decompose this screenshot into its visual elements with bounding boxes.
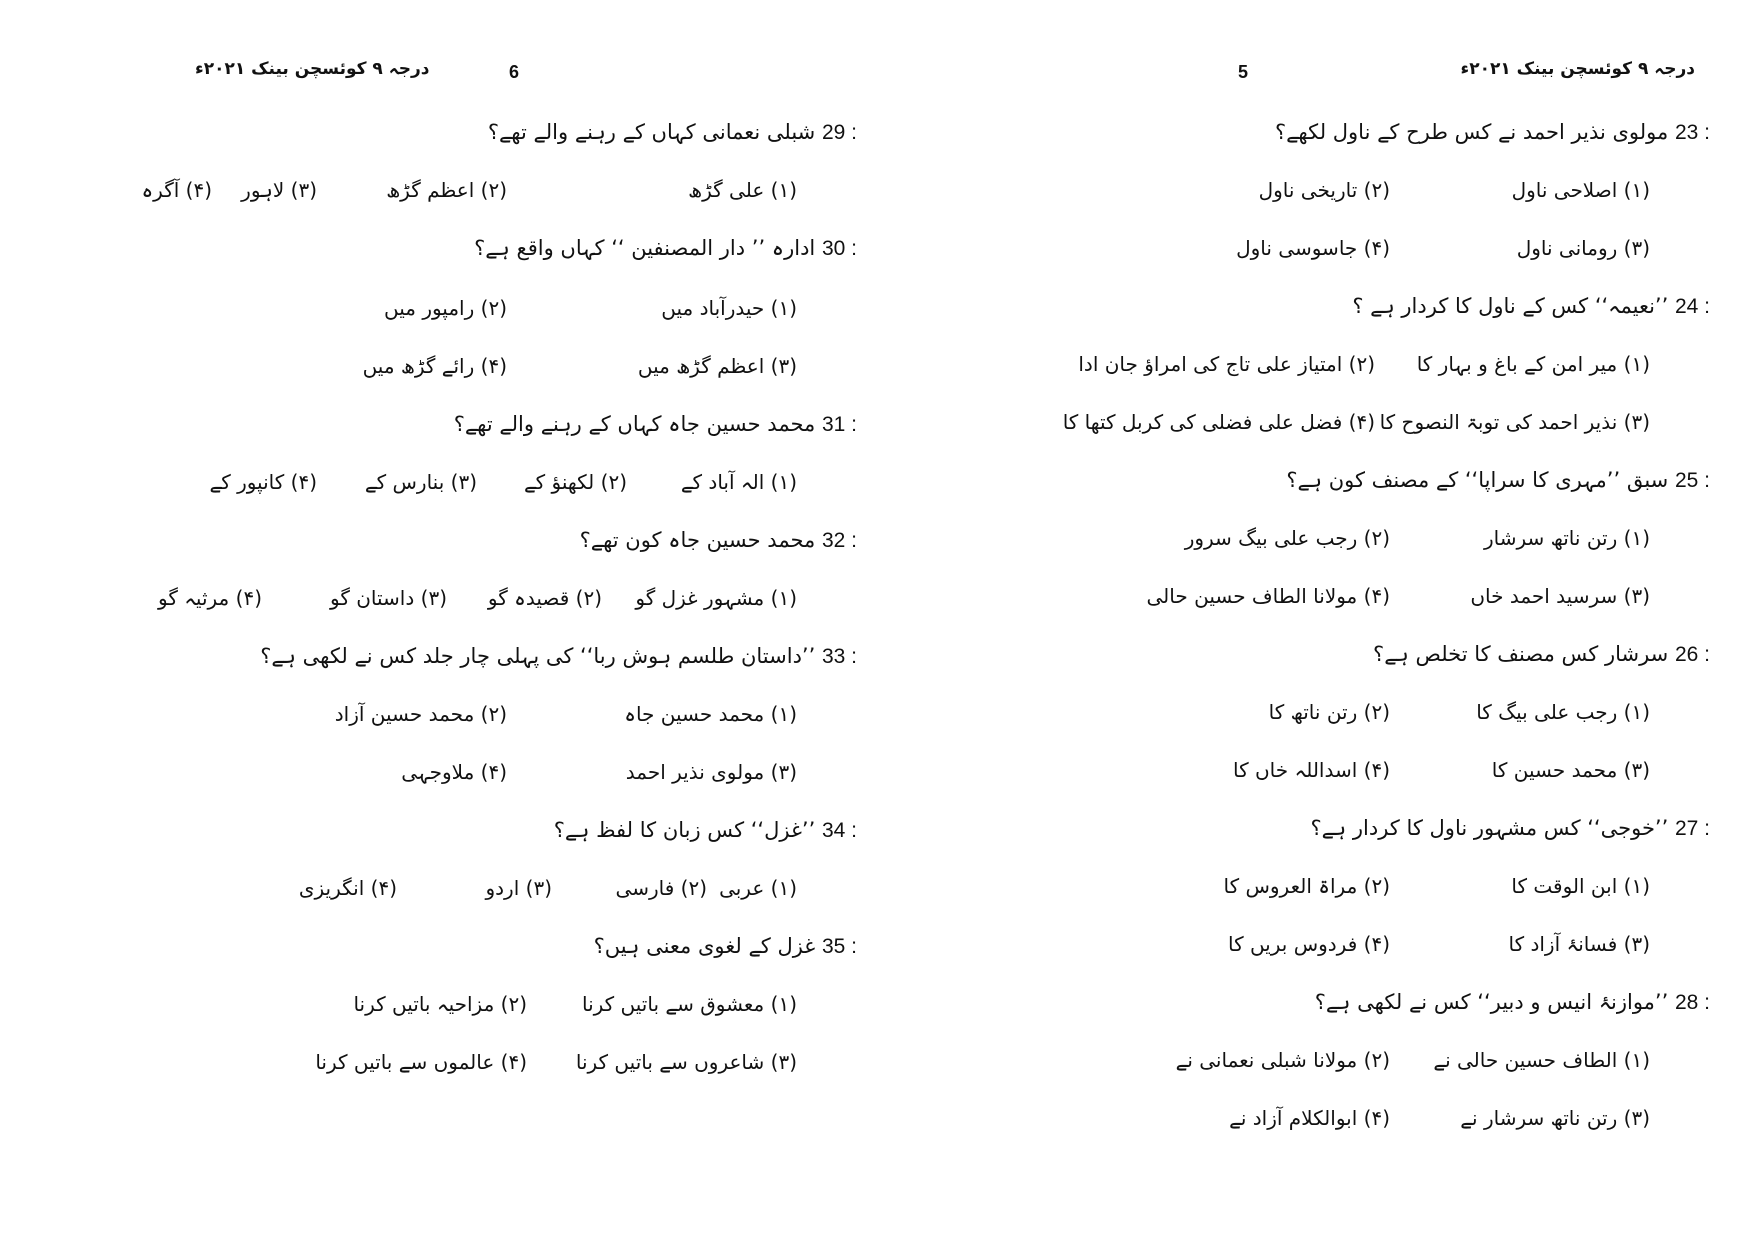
option: (۲) مزاحیہ باتیں کرنا [353, 992, 527, 1016]
page-header: درجہ ۹ کوئسچن بینک ۲۰۲۱ء [1460, 59, 1695, 79]
option: (۳) شاعروں سے باتیں کرنا [575, 1050, 797, 1074]
page-number: 6 [509, 62, 520, 82]
page-number: 5 [1238, 62, 1249, 82]
option: (۱) الہ آباد کے [680, 470, 797, 494]
option: (۱) محمد حسین جاہ [624, 702, 797, 726]
question-text: شبلی نعمانی کہاں کے رہنے والے تھے؟ [487, 120, 816, 144]
option: (۱) رجب علی بیگ کا [1476, 700, 1650, 724]
question-text: سبق ’’مہری کا سراپا‘‘ کے مصنف کون ہے؟ [1286, 468, 1669, 492]
option: (۴) اسداللہ خاں کا [1233, 758, 1390, 782]
option: (۳) داستان گو [330, 586, 447, 610]
question-text: سرشار کس مصنف کا تخلص ہے؟ [1373, 642, 1669, 666]
option: (۱) ابن الوقت کا [1511, 874, 1650, 898]
option: (۱) حیدرآباد میں [661, 296, 797, 320]
question-number: : 28 [1674, 991, 1710, 1014]
option: (۳) رتن ناتھ سرشار نے [1460, 1106, 1650, 1130]
question-text: ’’داستان طلسم ہوش ربا‘‘ کی پہلی چار جلد کس نے لکھی ہے؟ [260, 644, 816, 668]
question-30 [474, 236, 857, 261]
question-number: : 35 [821, 935, 857, 958]
option: (۲) قصیدہ گو [487, 586, 602, 610]
option: (۲) رتن ناتھ کا [1268, 700, 1390, 724]
question-35 [594, 934, 857, 959]
option: (۴) رائے گڑھ میں [362, 354, 507, 378]
option: (۴) ابوالکلام آزاد نے [1229, 1106, 1390, 1130]
question-25 [1286, 468, 1710, 493]
question-text: محمد حسین جاہ کہاں کے رہنے والے تھے؟ [453, 412, 816, 436]
option: (۴) انگریزی [298, 876, 397, 900]
option: (۳) محمد حسین کا [1491, 758, 1650, 782]
option: (۴) فضل علی فضلی کی کربل کتھا کا [1062, 410, 1375, 434]
question-text: غزل کے لغوی معنی ہیں؟ [593, 934, 816, 958]
option: (۴) آگرہ [141, 178, 212, 202]
question-29 [488, 120, 857, 145]
option: (۱) عربی [719, 876, 797, 900]
option: (۴) عالموں سے باتیں کرنا [315, 1050, 527, 1074]
question-23 [1275, 120, 1710, 145]
question-text: ’’غزل‘‘ کس زبان کا لفظ ہے؟ [553, 818, 816, 842]
question-31 [454, 412, 857, 437]
left-page [0, 0, 877, 1240]
question-24 [1352, 294, 1710, 319]
question-26 [1373, 642, 1710, 667]
page-header: درجہ ۹ کوئسچن بینک ۲۰۲۱ء [195, 59, 430, 79]
option: (۳) اردو [485, 876, 552, 900]
right-page [877, 0, 1755, 1240]
question-32 [580, 528, 857, 553]
option: (۱) علی گڑھ [688, 178, 797, 202]
question-number: : 24 [1674, 295, 1710, 318]
option: (۳) لاہور [241, 178, 317, 202]
option: (۴) فردوس بریں کا [1227, 932, 1390, 956]
question-text: ’’موازنۂ انیس و دبیر‘‘ کس نے لکھی ہے؟ [1314, 990, 1669, 1014]
option: (۲) رامپور میں [383, 296, 507, 320]
question-34 [554, 818, 857, 843]
option: (۳) نذیر احمد کی توبۃ النصوح کا [1379, 410, 1650, 434]
question-27 [1310, 816, 1710, 841]
question-number: : 23 [1674, 121, 1710, 144]
question-number: : 25 [1674, 469, 1710, 492]
option: (۱) رتن ناتھ سرشار [1483, 526, 1650, 550]
option: (۲) مراۃ العروس کا [1223, 874, 1390, 898]
option: (۱) مشہور غزل گو [635, 586, 797, 610]
question-number: : 33 [821, 645, 857, 668]
option: (۱) میر امن کے باغ و بہار کا [1416, 352, 1650, 376]
option: (۴) جاسوسی ناول [1236, 236, 1390, 260]
question-text: مولوی نذیر احمد نے کس طرح کے ناول لکھے؟ [1274, 120, 1669, 144]
option: (۲) رجب علی بیگ سرور [1184, 526, 1390, 550]
option: (۴) مولانا الطاف حسین حالی [1146, 584, 1390, 608]
option: (۴) کانپور کے [209, 470, 317, 494]
option: (۴) مرثیہ گو [157, 586, 262, 610]
option: (۲) مولانا شبلی نعمانی نے [1175, 1048, 1390, 1072]
question-text: ’’نعیمہ‘‘ کس کے ناول کا کردار ہے ؟ [1352, 294, 1669, 318]
question-text: ادارہ ’’ دار المصنفین ‘‘ کہاں واقع ہے؟ [474, 236, 816, 260]
question-33 [260, 644, 857, 669]
option: (۱) معشوق سے باتیں کرنا [581, 992, 797, 1016]
option: (۳) بنارس کے [364, 470, 477, 494]
question-number: : 31 [821, 413, 857, 436]
option: (۱) الطاف حسین حالی نے [1433, 1048, 1650, 1072]
question-28 [1315, 990, 1710, 1015]
option: (۲) امتیاز علی تاج کی امراؤ جان ادا [1078, 352, 1375, 376]
question-number: : 26 [1674, 643, 1710, 666]
question-number: : 34 [821, 819, 857, 842]
question-number: : 32 [821, 529, 857, 552]
option: (۱) اصلاحی ناول [1511, 178, 1650, 202]
option: (۳) اعظم گڑھ میں [637, 354, 797, 378]
question-number: : 30 [821, 237, 857, 260]
option: (۳) سرسید احمد خاں [1470, 584, 1650, 608]
option: (۲) تاریخی ناول [1258, 178, 1390, 202]
option: (۲) لکھنؤ کے [523, 470, 627, 494]
option: (۳) رومانی ناول [1516, 236, 1650, 260]
option: (۳) فسانۂ آزاد کا [1508, 932, 1650, 956]
question-text: ’’خوجی‘‘ کس مشہور ناول کا کردار ہے؟ [1310, 816, 1669, 840]
option: (۳) مولوی نذیر احمد [625, 760, 797, 784]
option: (۲) فارسی [615, 876, 707, 900]
option: (۴) ملاوجہی [401, 760, 507, 784]
question-number: : 29 [821, 121, 857, 144]
question-text: محمد حسین جاہ کون تھے؟ [579, 528, 816, 552]
option: (۲) محمد حسین آزاد [334, 702, 507, 726]
option: (۲) اعظم گڑھ [386, 178, 507, 202]
question-number: : 27 [1674, 817, 1710, 840]
